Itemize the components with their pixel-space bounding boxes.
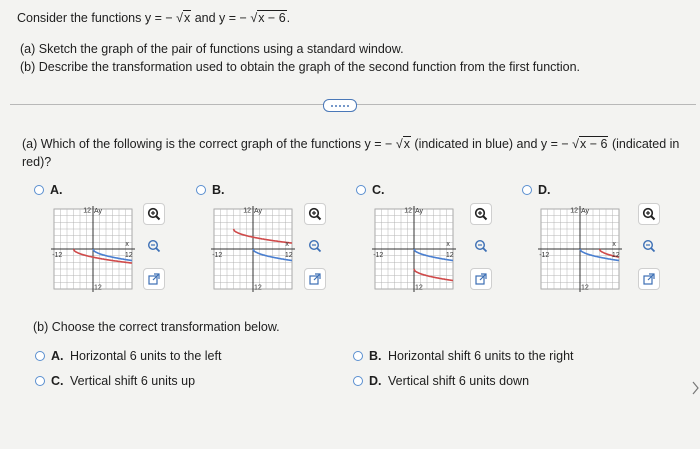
transform-option-b[interactable]: B. Horizontal shift 6 units to the right — [353, 349, 574, 363]
radicand-f1: x — [184, 11, 191, 25]
part-b-question: (b) Choose the correct transformation below. — [33, 320, 280, 334]
zoom-out-icon — [642, 239, 656, 253]
x-tick-label: -12 — [212, 252, 223, 259]
zoom-in-icon — [308, 207, 322, 221]
zoom-out-button[interactable] — [638, 235, 660, 257]
enlarge-graph-button[interactable] — [304, 268, 326, 290]
external-link-icon — [643, 273, 655, 285]
dot-icon — [335, 105, 337, 107]
radio-button[interactable] — [35, 351, 45, 361]
enlarge-graph-button[interactable] — [638, 268, 660, 290]
x-tick-label: -12 — [373, 252, 384, 259]
graph-option-a[interactable]: A. — [34, 181, 63, 199]
x-axis-label: x — [125, 241, 129, 248]
radio-button[interactable] — [356, 185, 366, 195]
x-tick-label: 12 — [124, 252, 133, 259]
y-axis-label: Ay — [254, 208, 263, 215]
part-a-question: (a) Which of the following is the correct graph of the functions y = − √x (indicated in blue) and y = − √x − 6 (indicated in — [22, 137, 680, 151]
graph-canvas — [535, 203, 625, 295]
external-link-icon — [309, 273, 321, 285]
zoom-out-button[interactable] — [304, 235, 326, 257]
enlarge-graph-button[interactable] — [470, 268, 492, 290]
graph-canvas — [369, 203, 459, 295]
zoom-out-icon — [147, 239, 161, 253]
graph-c[interactable] — [369, 203, 459, 295]
intro-text: Consider the functions y = − √x and y = − √x − 6. — [17, 11, 291, 25]
y-tick-label: 12 — [415, 284, 423, 292]
y-axis-label: Ay — [581, 208, 590, 215]
graph-b[interactable] — [208, 203, 298, 295]
x-tick-label: 12 — [445, 252, 454, 259]
y-tick-label: 12 — [404, 207, 412, 215]
zoom-out-button[interactable] — [470, 235, 492, 257]
x-tick-label: 12 — [611, 252, 620, 259]
graph-canvas — [48, 203, 138, 295]
y-tick-label: 12 — [581, 284, 589, 292]
graph-canvas — [208, 203, 298, 295]
x-axis-label: x — [446, 241, 450, 248]
zoom-in-button[interactable] — [304, 203, 326, 225]
y-tick-label: 12 — [254, 284, 262, 292]
sqrt-sign: √ — [250, 11, 258, 25]
x-tick-label: 12 — [284, 252, 293, 259]
radio-button[interactable] — [353, 376, 363, 386]
dot-icon — [331, 105, 333, 107]
y-tick-label: 12 — [570, 207, 578, 215]
y-tick-label: 12 — [243, 207, 251, 215]
zoom-out-button[interactable] — [143, 235, 165, 257]
transform-option-a[interactable]: A. Horizontal 6 units to the left — [35, 349, 221, 363]
task-b: (b) Describe the transformation used to obtain the graph of the second function from the first function. — [20, 60, 581, 74]
radio-button[interactable] — [353, 351, 363, 361]
x-tick-label: -12 — [52, 252, 63, 259]
y-axis-label: Ay — [94, 208, 103, 215]
zoom-in-icon — [147, 207, 161, 221]
sqrt-sign: √ — [176, 11, 183, 25]
external-link-icon — [475, 273, 487, 285]
radio-button[interactable] — [522, 185, 532, 195]
y-axis-label: Ay — [415, 208, 424, 215]
radio-button[interactable] — [34, 185, 44, 195]
graph-a[interactable] — [48, 203, 138, 295]
zoom-out-icon — [474, 239, 488, 253]
sqrt-sign: √ — [395, 137, 403, 151]
y-tick-label: 12 — [94, 284, 102, 292]
graph-d[interactable] — [535, 203, 625, 295]
graph-option-d[interactable]: D. — [522, 181, 551, 199]
transform-option-c[interactable]: C. Vertical shift 6 units up — [35, 374, 195, 388]
zoom-in-icon — [642, 207, 656, 221]
zoom-in-button[interactable] — [143, 203, 165, 225]
radio-button[interactable] — [196, 185, 206, 195]
zoom-out-icon — [308, 239, 322, 253]
expand-more-button[interactable] — [323, 99, 357, 112]
radicand-f2: x − 6 — [258, 11, 286, 25]
enlarge-graph-button[interactable] — [143, 268, 165, 290]
x-tick-label: -12 — [539, 252, 550, 259]
graph-option-b[interactable]: B. — [196, 181, 225, 199]
zoom-in-button[interactable] — [470, 203, 492, 225]
zoom-in-icon — [474, 207, 488, 221]
sqrt-sign: √ — [572, 137, 580, 151]
dot-icon — [347, 105, 349, 107]
y-tick-label: 12 — [83, 207, 91, 215]
dot-icon — [339, 105, 341, 107]
radio-button[interactable] — [35, 376, 45, 386]
transform-option-d[interactable]: D. Vertical shift 6 units down — [353, 374, 529, 388]
graph-option-c[interactable]: C. — [356, 181, 385, 199]
dot-icon — [343, 105, 345, 107]
x-axis-label: x — [612, 241, 616, 248]
zoom-in-button[interactable] — [638, 203, 660, 225]
part-a-question-cont: red)? — [22, 155, 52, 169]
x-axis-label: x — [285, 241, 289, 248]
external-link-icon — [148, 273, 160, 285]
task-a: (a) Sketch the graph of the pair of functions using a standard window. — [20, 42, 404, 56]
scroll-edge-icon — [692, 381, 700, 395]
